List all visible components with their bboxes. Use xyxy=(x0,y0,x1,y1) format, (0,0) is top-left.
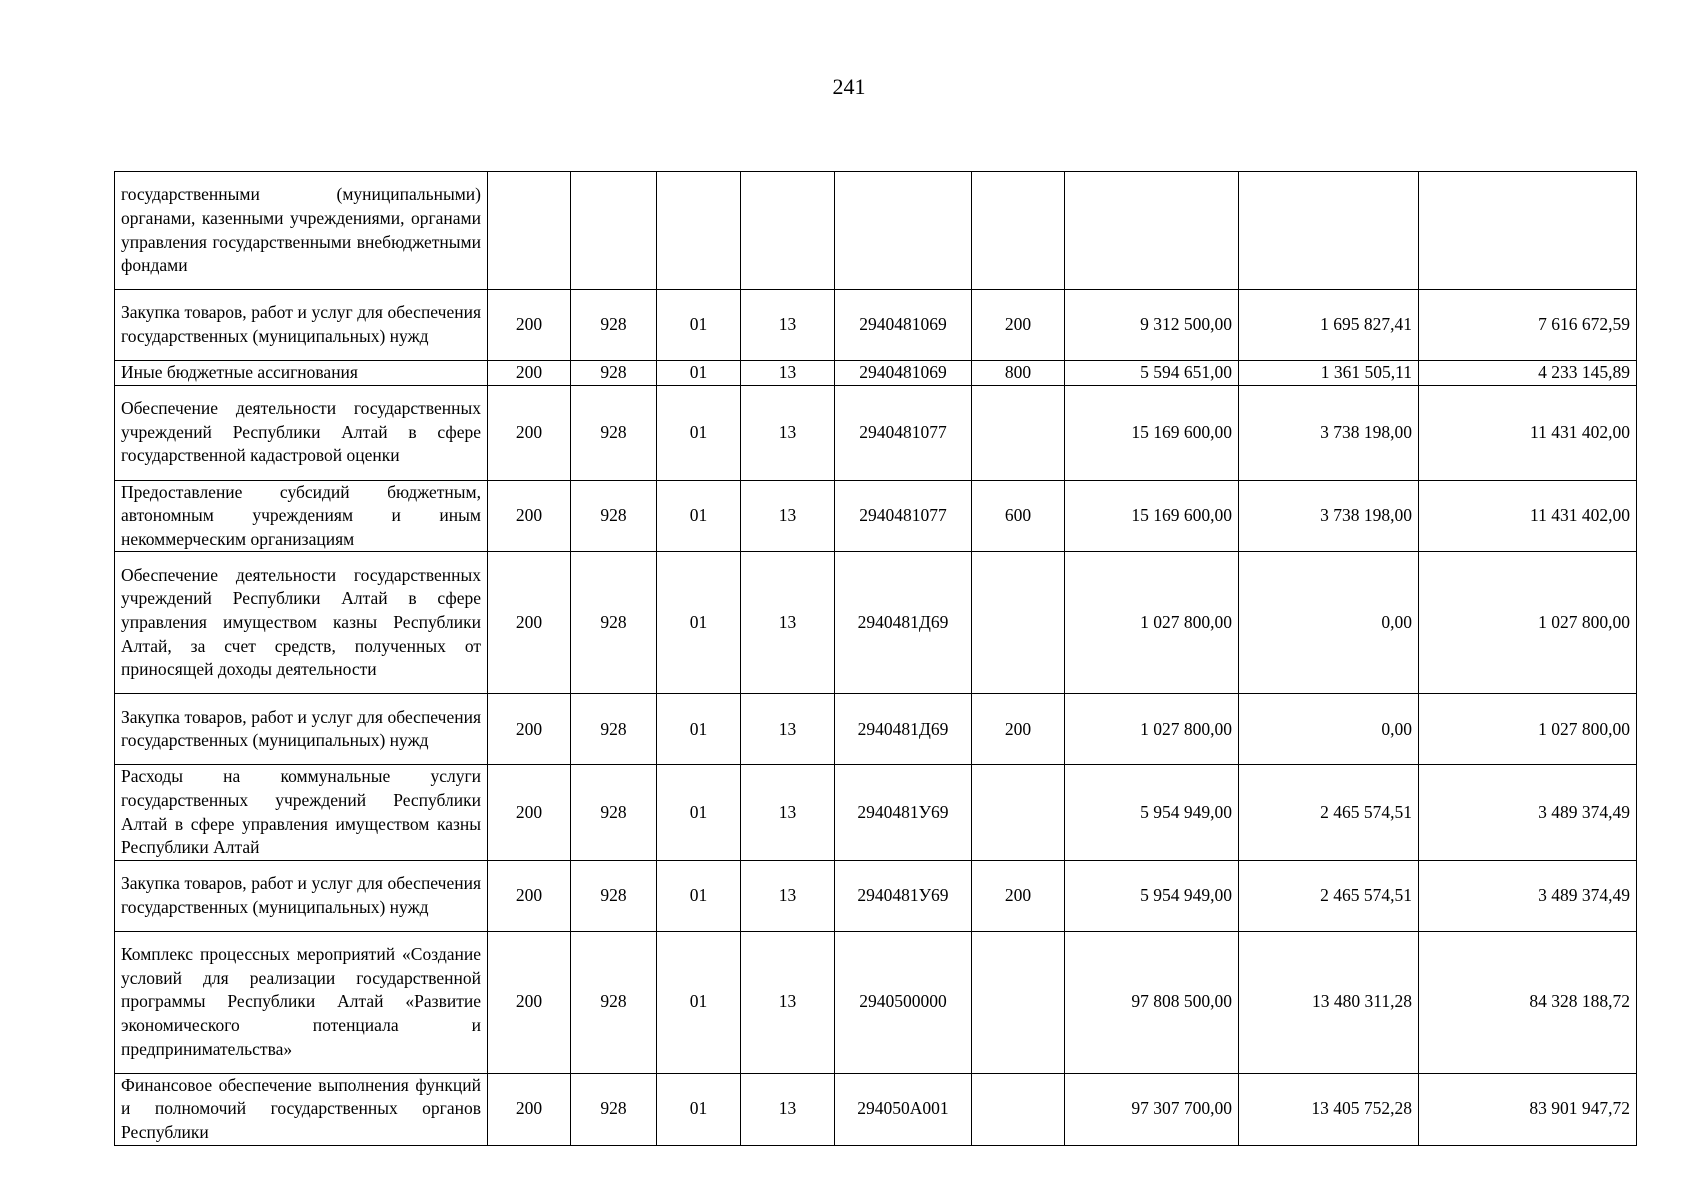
glav-cell: 200 xyxy=(488,385,571,480)
row-name-cell: Предоставление субсидий бюджетным, автономным учреждениям и иным некоммерческим организациям xyxy=(115,480,488,552)
sum-exec-cell: 0,00 xyxy=(1239,552,1419,694)
table-row xyxy=(115,694,1637,765)
sum-exec-cell: 2 465 574,51 xyxy=(1239,765,1419,860)
rz-cell: 01 xyxy=(657,552,741,694)
vr-cell xyxy=(972,765,1065,860)
glav-cell: 200 xyxy=(488,1073,571,1145)
sum-remainder-cell: 83 901 947,72 xyxy=(1419,1073,1637,1145)
glav-cell: 200 xyxy=(488,290,571,361)
sum-remainder-cell: 3 489 374,49 xyxy=(1419,860,1637,931)
pr-cell: 13 xyxy=(741,361,835,386)
rz-cell: 01 xyxy=(657,931,741,1073)
csr-cell: 2940481У69 xyxy=(835,860,972,931)
ved-cell: 928 xyxy=(571,694,657,765)
sum-exec-cell: 13 405 752,28 xyxy=(1239,1073,1419,1145)
sum-plan-cell: 1 027 800,00 xyxy=(1065,694,1239,765)
table-row xyxy=(115,860,1637,931)
sum-remainder-cell: 1 027 800,00 xyxy=(1419,552,1637,694)
sum-plan-cell: 9 312 500,00 xyxy=(1065,290,1239,361)
sum-plan-cell: 5 594 651,00 xyxy=(1065,361,1239,386)
vr-cell xyxy=(972,552,1065,694)
table-row xyxy=(115,385,1637,480)
sum-exec-cell xyxy=(1239,172,1419,290)
row-name-cell: Комплекс процессных мероприятий «Создание условий для реализации государственной программы Республики Алтай «Развитие экономического потенциала и предпринимательства» xyxy=(115,931,488,1073)
vr-cell xyxy=(972,1073,1065,1145)
vr-cell: 800 xyxy=(972,361,1065,386)
sum-exec-cell: 13 480 311,28 xyxy=(1239,931,1419,1073)
ved-cell: 928 xyxy=(571,385,657,480)
csr-cell: 2940481069 xyxy=(835,290,972,361)
sum-remainder-cell: 3 489 374,49 xyxy=(1419,765,1637,860)
row-name-cell: Закупка товаров, работ и услуг для обеспечения государственных (муниципальных) нужд xyxy=(115,290,488,361)
table-row xyxy=(115,361,1637,386)
sum-remainder-cell: 84 328 188,72 xyxy=(1419,931,1637,1073)
ved-cell: 928 xyxy=(571,1073,657,1145)
vr-cell xyxy=(972,931,1065,1073)
table-row xyxy=(115,480,1637,552)
sum-plan-cell: 15 169 600,00 xyxy=(1065,480,1239,552)
table-row xyxy=(115,1073,1637,1145)
table-row xyxy=(115,552,1637,694)
ved-cell xyxy=(571,172,657,290)
rz-cell: 01 xyxy=(657,765,741,860)
vr-cell: 200 xyxy=(972,694,1065,765)
rz-cell: 01 xyxy=(657,1073,741,1145)
table-row xyxy=(115,290,1637,361)
sum-remainder-cell: 4 233 145,89 xyxy=(1419,361,1637,386)
vr-cell: 600 xyxy=(972,480,1065,552)
row-name-cell: Обеспечение деятельности государственных учреждений Республики Алтай в сфере государственной кадастровой оценки xyxy=(115,385,488,480)
csr-cell: 2940481077 xyxy=(835,385,972,480)
csr-cell: 2940481077 xyxy=(835,480,972,552)
pr-cell: 13 xyxy=(741,860,835,931)
ved-cell: 928 xyxy=(571,765,657,860)
pr-cell xyxy=(741,172,835,290)
sum-exec-cell: 1 361 505,11 xyxy=(1239,361,1419,386)
table-row xyxy=(115,172,1637,290)
ved-cell: 928 xyxy=(571,480,657,552)
sum-remainder-cell: 11 431 402,00 xyxy=(1419,385,1637,480)
rz-cell: 01 xyxy=(657,480,741,552)
row-name-cell: Закупка товаров, работ и услуг для обеспечения государственных (муниципальных) нужд xyxy=(115,860,488,931)
vr-cell xyxy=(972,385,1065,480)
glav-cell: 200 xyxy=(488,765,571,860)
glav-cell: 200 xyxy=(488,860,571,931)
sum-remainder-cell: 7 616 672,59 xyxy=(1419,290,1637,361)
glav-cell: 200 xyxy=(488,480,571,552)
pr-cell: 13 xyxy=(741,385,835,480)
glav-cell: 200 xyxy=(488,694,571,765)
glav-cell: 200 xyxy=(488,552,571,694)
page-number: 241 xyxy=(832,74,866,99)
csr-cell: 2940481У69 xyxy=(835,765,972,860)
sum-exec-cell: 0,00 xyxy=(1239,694,1419,765)
pr-cell: 13 xyxy=(741,290,835,361)
table-body xyxy=(115,172,1637,1146)
vr-cell: 200 xyxy=(972,860,1065,931)
csr-cell: 2940500000 xyxy=(835,931,972,1073)
row-name-cell: Закупка товаров, работ и услуг для обеспечения государственных (муниципальных) нужд xyxy=(115,694,488,765)
sum-plan-cell xyxy=(1065,172,1239,290)
sum-plan-cell: 97 307 700,00 xyxy=(1065,1073,1239,1145)
table-row xyxy=(115,931,1637,1073)
csr-cell: 2940481Д69 xyxy=(835,552,972,694)
vr-cell: 200 xyxy=(972,290,1065,361)
rz-cell: 01 xyxy=(657,290,741,361)
row-name-cell: Иные бюджетные ассигнования xyxy=(115,361,488,386)
budget-table xyxy=(114,171,1637,1146)
sum-exec-cell: 2 465 574,51 xyxy=(1239,860,1419,931)
csr-cell: 2940481Д69 xyxy=(835,694,972,765)
table-row xyxy=(115,765,1637,860)
sum-exec-cell: 3 738 198,00 xyxy=(1239,385,1419,480)
row-name-cell: Обеспечение деятельности государственных учреждений Республики Алтай в сфере управления имуществом казны Республики Алтай, за счет средств, полученных от приносящей доходы деятельности xyxy=(115,552,488,694)
csr-cell: 294050А001 xyxy=(835,1073,972,1145)
sum-remainder-cell: 11 431 402,00 xyxy=(1419,480,1637,552)
pr-cell: 13 xyxy=(741,765,835,860)
rz-cell: 01 xyxy=(657,385,741,480)
rz-cell: 01 xyxy=(657,860,741,931)
row-name-cell: Расходы на коммунальные услуги государственных учреждений Республики Алтай в сфере управления имуществом казны Республики Алтай xyxy=(115,765,488,860)
rz-cell: 01 xyxy=(657,361,741,386)
ved-cell: 928 xyxy=(571,552,657,694)
glav-cell xyxy=(488,172,571,290)
pr-cell: 13 xyxy=(741,1073,835,1145)
pr-cell: 13 xyxy=(741,552,835,694)
ved-cell: 928 xyxy=(571,931,657,1073)
sum-remainder-cell: 1 027 800,00 xyxy=(1419,694,1637,765)
pr-cell: 13 xyxy=(741,931,835,1073)
sum-plan-cell: 97 808 500,00 xyxy=(1065,931,1239,1073)
row-name-cell: государственными (муниципальными) органами, казенными учреждениями, органами управления государственными внебюджетными фондами xyxy=(115,172,488,290)
ved-cell: 928 xyxy=(571,290,657,361)
sum-plan-cell: 1 027 800,00 xyxy=(1065,552,1239,694)
sum-exec-cell: 1 695 827,41 xyxy=(1239,290,1419,361)
csr-cell xyxy=(835,172,972,290)
ved-cell: 928 xyxy=(571,361,657,386)
sum-exec-cell: 3 738 198,00 xyxy=(1239,480,1419,552)
sum-plan-cell: 5 954 949,00 xyxy=(1065,765,1239,860)
pr-cell: 13 xyxy=(741,694,835,765)
glav-cell: 200 xyxy=(488,361,571,386)
ved-cell: 928 xyxy=(571,860,657,931)
sum-plan-cell: 5 954 949,00 xyxy=(1065,860,1239,931)
sum-plan-cell: 15 169 600,00 xyxy=(1065,385,1239,480)
csr-cell: 2940481069 xyxy=(835,361,972,386)
row-name-cell: Финансовое обеспечение выполнения функций и полномочий государственных органов Республики xyxy=(115,1073,488,1145)
rz-cell xyxy=(657,172,741,290)
sum-remainder-cell xyxy=(1419,172,1637,290)
rz-cell: 01 xyxy=(657,694,741,765)
vr-cell xyxy=(972,172,1065,290)
glav-cell: 200 xyxy=(488,931,571,1073)
pr-cell: 13 xyxy=(741,480,835,552)
